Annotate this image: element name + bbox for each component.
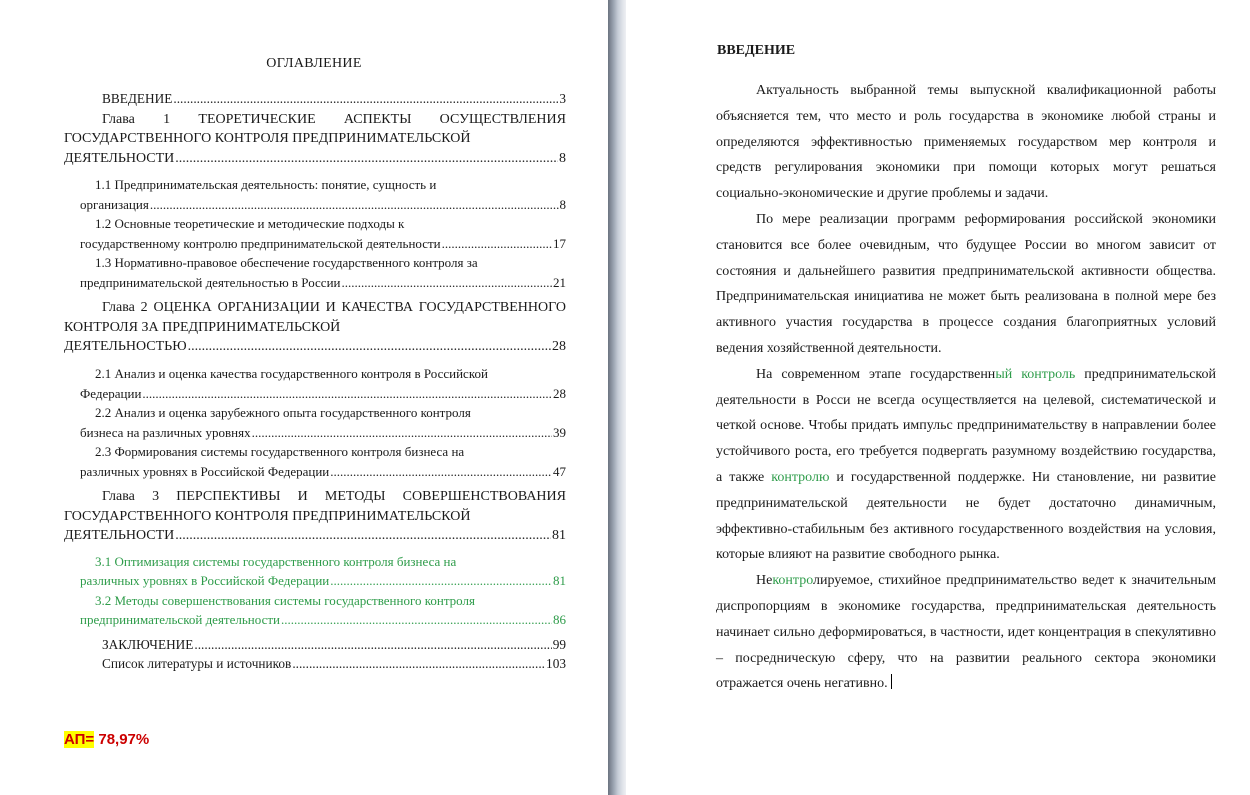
page-gutter [608,0,626,795]
ap-label: АП= [64,731,95,748]
table-of-contents [64,89,566,674]
toc-entry-1-3[interactable]: 1.3 Нормативно-правовое обеспечение государственного контроля за предпринимательской деятельностью в России ..... 21 [64,253,566,292]
intro-body[interactable] [716,78,1216,697]
toc-entry-3-1[interactable]: 3.1 Оптимизация системы государственного контроля бизнеса на различных уровнях в Российской Федерации ..... 81 [64,552,566,591]
toc-entry-1-2[interactable]: 1.2 Основные теоретические и методические подходы к государственному контролю предпринимательской деятельности ..... 17 [64,214,566,253]
toc-entry-1-1[interactable]: 1.1 Предпринимательская деятельность: понятие, сущность и организация ..... 8 [64,175,566,214]
text-cursor [891,674,893,689]
toc-entry-chapter-3[interactable]: Глава 3 ПЕРСПЕКТИВЫ И МЕТОДЫ СОВЕРШЕНСТВОВАНИЯ ГОСУДАРСТВЕННОГО КОНТРОЛЯ ПРЕДПРИНИМАТЕЛЬСКОЙ ДЕЯТЕЛЬНОСТИ ..... 81 [64,487,566,546]
intro-paragraph-3: На современном этапе государственный контроль предпринимательской деятельности в Росси не всегда осуществляется на целевой, систематической и четкой основе. Чтобы придать импульс предпринимательству в направлении более устойчивого роста, его требуется подвергать разумному воздействию государства, а также контролю и государственной поддержке. Ни становление, ни развитие предпринимательской деятельности не будет достаточно динамичным, эффективно-стабильным без активного государственного воздействия на условия, которые влияют на развитие свободного рынка. [716,366,1216,563]
toc-title: ОГЛАВЛЕНИЕ [266,56,362,71]
intro-paragraph-4: Неконтролируемое, стихийное предпринимательство ведет к значительным диспропорциям в экономике государства, предпринимательская деятельность начинает сильно деформироваться, в частности, идет концентрация в спекулятивно – посредническую сферу, что на развитии реального сектора экономики отражается очень негативно. [716,573,1216,692]
toc-entry-2-1[interactable]: 2.1 Анализ и оценка качества государственного контроля в Российской Федерации ..... 28 [64,364,566,403]
toc-entry-2-3[interactable]: 2.3 Формирования системы государственного контроля бизнеса на различных уровнях в Российской Федерации ..... 47 [64,442,566,481]
toc-page [0,0,608,795]
toc-entry-3-2[interactable]: 3.2 Методы совершенствования системы государственного контроля предпринимательской деятельности ..... 86 [64,591,566,630]
intro-paragraph-1: Актуальность выбранной темы выпускной квалификационной работы объясняется тем, что место и роль государства в экономике любой страны и определяются эффективностью применяемых государством мер контроля и средств регулирования экономики при помощи которых могут решаться социально-экономические и другие проблемы и задачи. [716,83,1216,202]
toc-entry-references[interactable]: Список литературы и источников ..... 103 [64,654,566,674]
toc-entry-chapter-1[interactable]: Глава 1 ТЕОРЕТИЧЕСКИЕ АСПЕКТЫ ОСУЩЕСТВЛЕНИЯ ГОСУДАРСТВЕННОГО КОНТРОЛЯ ПРЕДПРИНИМАТЕЛЬСКОЙ ДЕЯТЕЛЬНОСТИ ..... 8 [64,110,566,169]
toc-entry-2-2[interactable]: 2.2 Анализ и оценка зарубежного опыта государственного контроля бизнеса на различных уровнях ..... 39 [64,403,566,442]
ap-score [64,731,149,748]
intro-heading: ВВЕДЕНИЕ [717,43,796,58]
toc-entry-conclusion[interactable]: ЗАКЛЮЧЕНИЕ ..... 99 [64,635,566,655]
toc-entry-intro[interactable]: ВВЕДЕНИЕ ..... 3 [64,89,566,109]
toc-entry-chapter-2[interactable]: Глава 2 ОЦЕНКА ОРГАНИЗАЦИИ И КАЧЕСТВА ГОСУДАРСТВЕННОГО КОНТРОЛЯ ЗА ПРЕДПРИНИМАТЕЛЬСКОЙ ДЕЯТЕЛЬНОСТЬЮ ..... 28 [64,298,566,357]
intro-paragraph-2: По мере реализации программ реформирования российской экономики становится все более очевидным, что будущее России во многом зависит от состояния и дальнейшего развития предпринимательской активности общества. Предпринимательская инициатива не может быть реализована в полной мере без активного участия государства в процессе создания благоприятных условий ведения хозяйственной деятельности. [716,211,1216,356]
ap-value: 78,97% [94,731,150,748]
intro-page [626,0,1250,795]
